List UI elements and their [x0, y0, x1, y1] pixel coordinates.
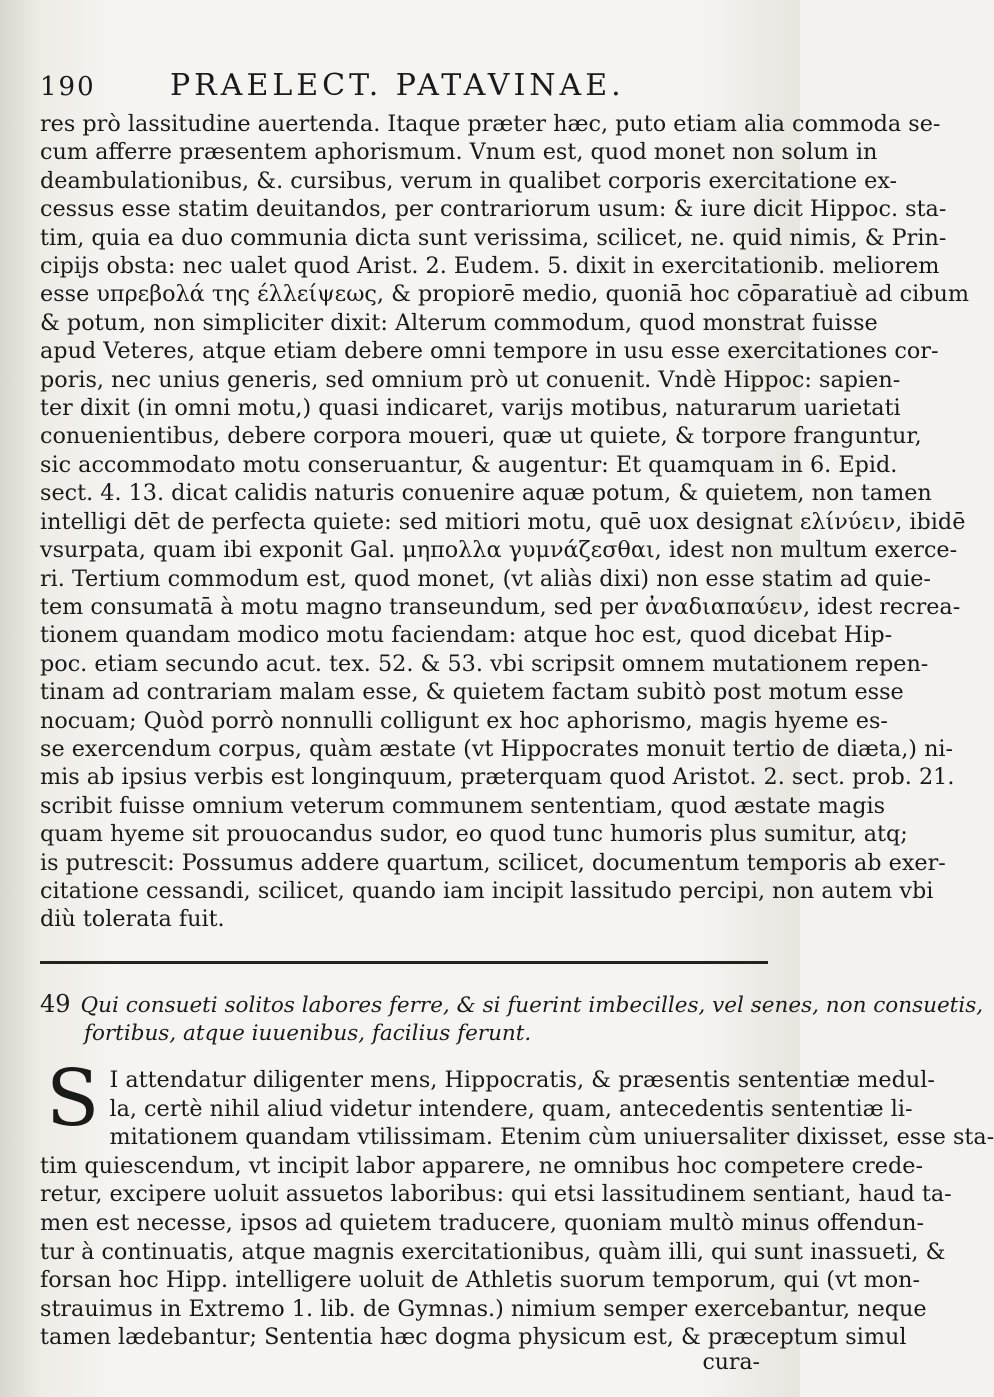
text-line: ter dixit (in omni motu,) quasi indicaret, varijs motibus, naturarum uarietati [40, 395, 901, 422]
text-line: res prò lassitudine auertenda. Itaque præter hæc, puto etiam alia commoda se- [40, 111, 941, 137]
text-line: sect. 4. 13. dicat calidis naturis conuenire aquæ potum, & quietem, non tamen [40, 480, 932, 507]
page-number: 190 [40, 72, 96, 102]
running-head [40, 68, 760, 104]
text-line: citatione cessandi, scilicet, quando iam incipit lassitudo percipi, non autem vbi [40, 877, 934, 904]
commentary-line: la, certè nihil aliud videtur intendere, quam, antecedentis sententiæ li- [109, 1095, 913, 1122]
text-line: tem consumatā à motu magno transeundum, sed per ἀναδιαπαύειν, idest recrea- [40, 593, 961, 620]
text-line: poris, nec unius generis, sed omnium prò ut conuenit. Vndè Hippoc: sapien- [40, 366, 901, 393]
text-line: tim, quia ea duo communia dicta sunt verissima, scilicet, ne. quid nimis, & Prin- [40, 224, 947, 251]
text-line: deambulationibus, &. cursibus, verum in qualibet corporis exercitatione ex- [40, 167, 898, 194]
commentary-line: I attendatur diligenter mens, Hippocratis, & præsentis sententiæ medul- [109, 1067, 935, 1093]
aphorism-line [40, 990, 984, 1020]
text-line: cum afferre præsentem aphorismum. Vnum est, quod monet non solum in [40, 139, 878, 166]
aphorism-text: Qui consueti solitos labores ferre, & si fuerint imbecilles, vel senes, non consuetis, [80, 993, 984, 1018]
text-line: intelligi dēt de perfecta quiete: sed mitiori motu, quē uox designat ελίνύειν, ibidē [40, 508, 966, 535]
commentary-line: strauimus in Extremo 1. lib. de Gymnas.) nimium semper exercebantur, neque [40, 1295, 927, 1322]
commentary-line: tim quiescendum, vt incipit labor apparere, ne omnibus hoc competere crede- [40, 1152, 923, 1179]
text-line: tinam ad contrariam malam esse, & quietem factam subitò post motum esse [40, 679, 904, 706]
aphorism-49 [40, 990, 984, 1048]
text-line: & potum, non simpliciter dixit: Alterum commodum, quod monstrat fuisse [40, 309, 878, 336]
catchword: cura- [702, 1350, 760, 1375]
commentary-line: men est necesse, ipsos ad quietem traducere, quoniam multò minus offendun- [40, 1209, 925, 1236]
text-line: ri. Tertium commodum est, quod monet, (vt aliàs dixi) non esse statim ad quie- [40, 565, 931, 592]
section-divider-rule [40, 961, 768, 964]
commentary-block [40, 1054, 994, 1352]
aphorism-line: fortibus, atque iuuenibus, facilius ferunt. [84, 1021, 532, 1046]
text-line: cipijs obsta: nec ualet quod Arist. 2. Eudem. 5. dixit in exercitationib. meliorem [40, 253, 940, 280]
commentary-line: tamen lædebantur; Sententia hæc dogma physicum est, & præceptum simul [40, 1324, 907, 1351]
commentary-line: retur, excipere uoluit assuetos laboribus: qui etsi lassitudinem sentiant, haud ta- [40, 1181, 952, 1208]
text-line: apud Veteres, atque etiam debere omni tempore in usu esse exercitationes cor- [40, 338, 939, 365]
commentary-line: tur à continuatis, atque magnis exercitationibus, quàm illi, qui sunt inassueti, & [40, 1238, 946, 1265]
drop-cap: S [46, 1054, 100, 1144]
text-line: is putrescit: Possumus addere quartum, scilicet, documentum temporis ab exer- [40, 849, 946, 876]
text-line: esse υπρεβολά της έλλείψεως, & propiorē medio, quoniā hoc cōparatiuè ad cibum [40, 281, 969, 308]
text-line: se exercendum corpus, quàm æstate (vt Hippocrates monuit tertio de diæta,) ni- [40, 735, 954, 762]
text-line: diù tolerata fuit. [40, 906, 225, 933]
text-line: mis ab ipsius verbis est longinquum, præterquam quod Aristot. 2. sect. prob. 21. [40, 764, 955, 791]
text-line: vsurpata, quam ibi exponit Gal. μηπολλα γυμνάζεσθαι, idest non multum exerce- [40, 537, 958, 564]
text-line: poc. etiam secundo acut. tex. 52. & 53. vbi scripsit omnem mutationem repen- [40, 650, 929, 677]
text-line: sic accommodato motu conseruantur, & augentur: Et quamquam in 6. Epid. [40, 451, 898, 478]
text-line: nocuam; Quòd porrò nonnulli colligunt ex hoc aphorismo, magis hyeme es- [40, 707, 888, 734]
text-line: scribit fuisse omnium veterum communem sententiam, quod æstate magis [40, 792, 886, 819]
commentary-line: mitationem quandam vtilissimam. Etenim cùm uniuersaliter dixisset, esse sta- [109, 1124, 994, 1151]
text-line: quam hyeme sit prouocandus sudor, eo quod tunc humoris plus sumitur, atq; [40, 821, 908, 848]
aphorism-number: 49 [40, 990, 71, 1018]
text-line: conuenientibus, debere corpora moueri, quæ ut quiete, & torpore franguntur, [40, 423, 922, 450]
header-title: PRAELECT. PATAVINAE. [170, 68, 625, 103]
text-line: tionem quandam modico motu faciendam: atque hoc est, quod dicebat Hip- [40, 622, 893, 649]
text-line: cessus esse statim deuitandos, per contrariorum usum: & iure dicit Hippoc. sta- [40, 196, 947, 223]
commentary-line: forsan hoc Hipp. intelligere uoluit de Athletis suorum temporum, qui (vt mon- [40, 1267, 921, 1294]
main-text-block [40, 110, 969, 934]
